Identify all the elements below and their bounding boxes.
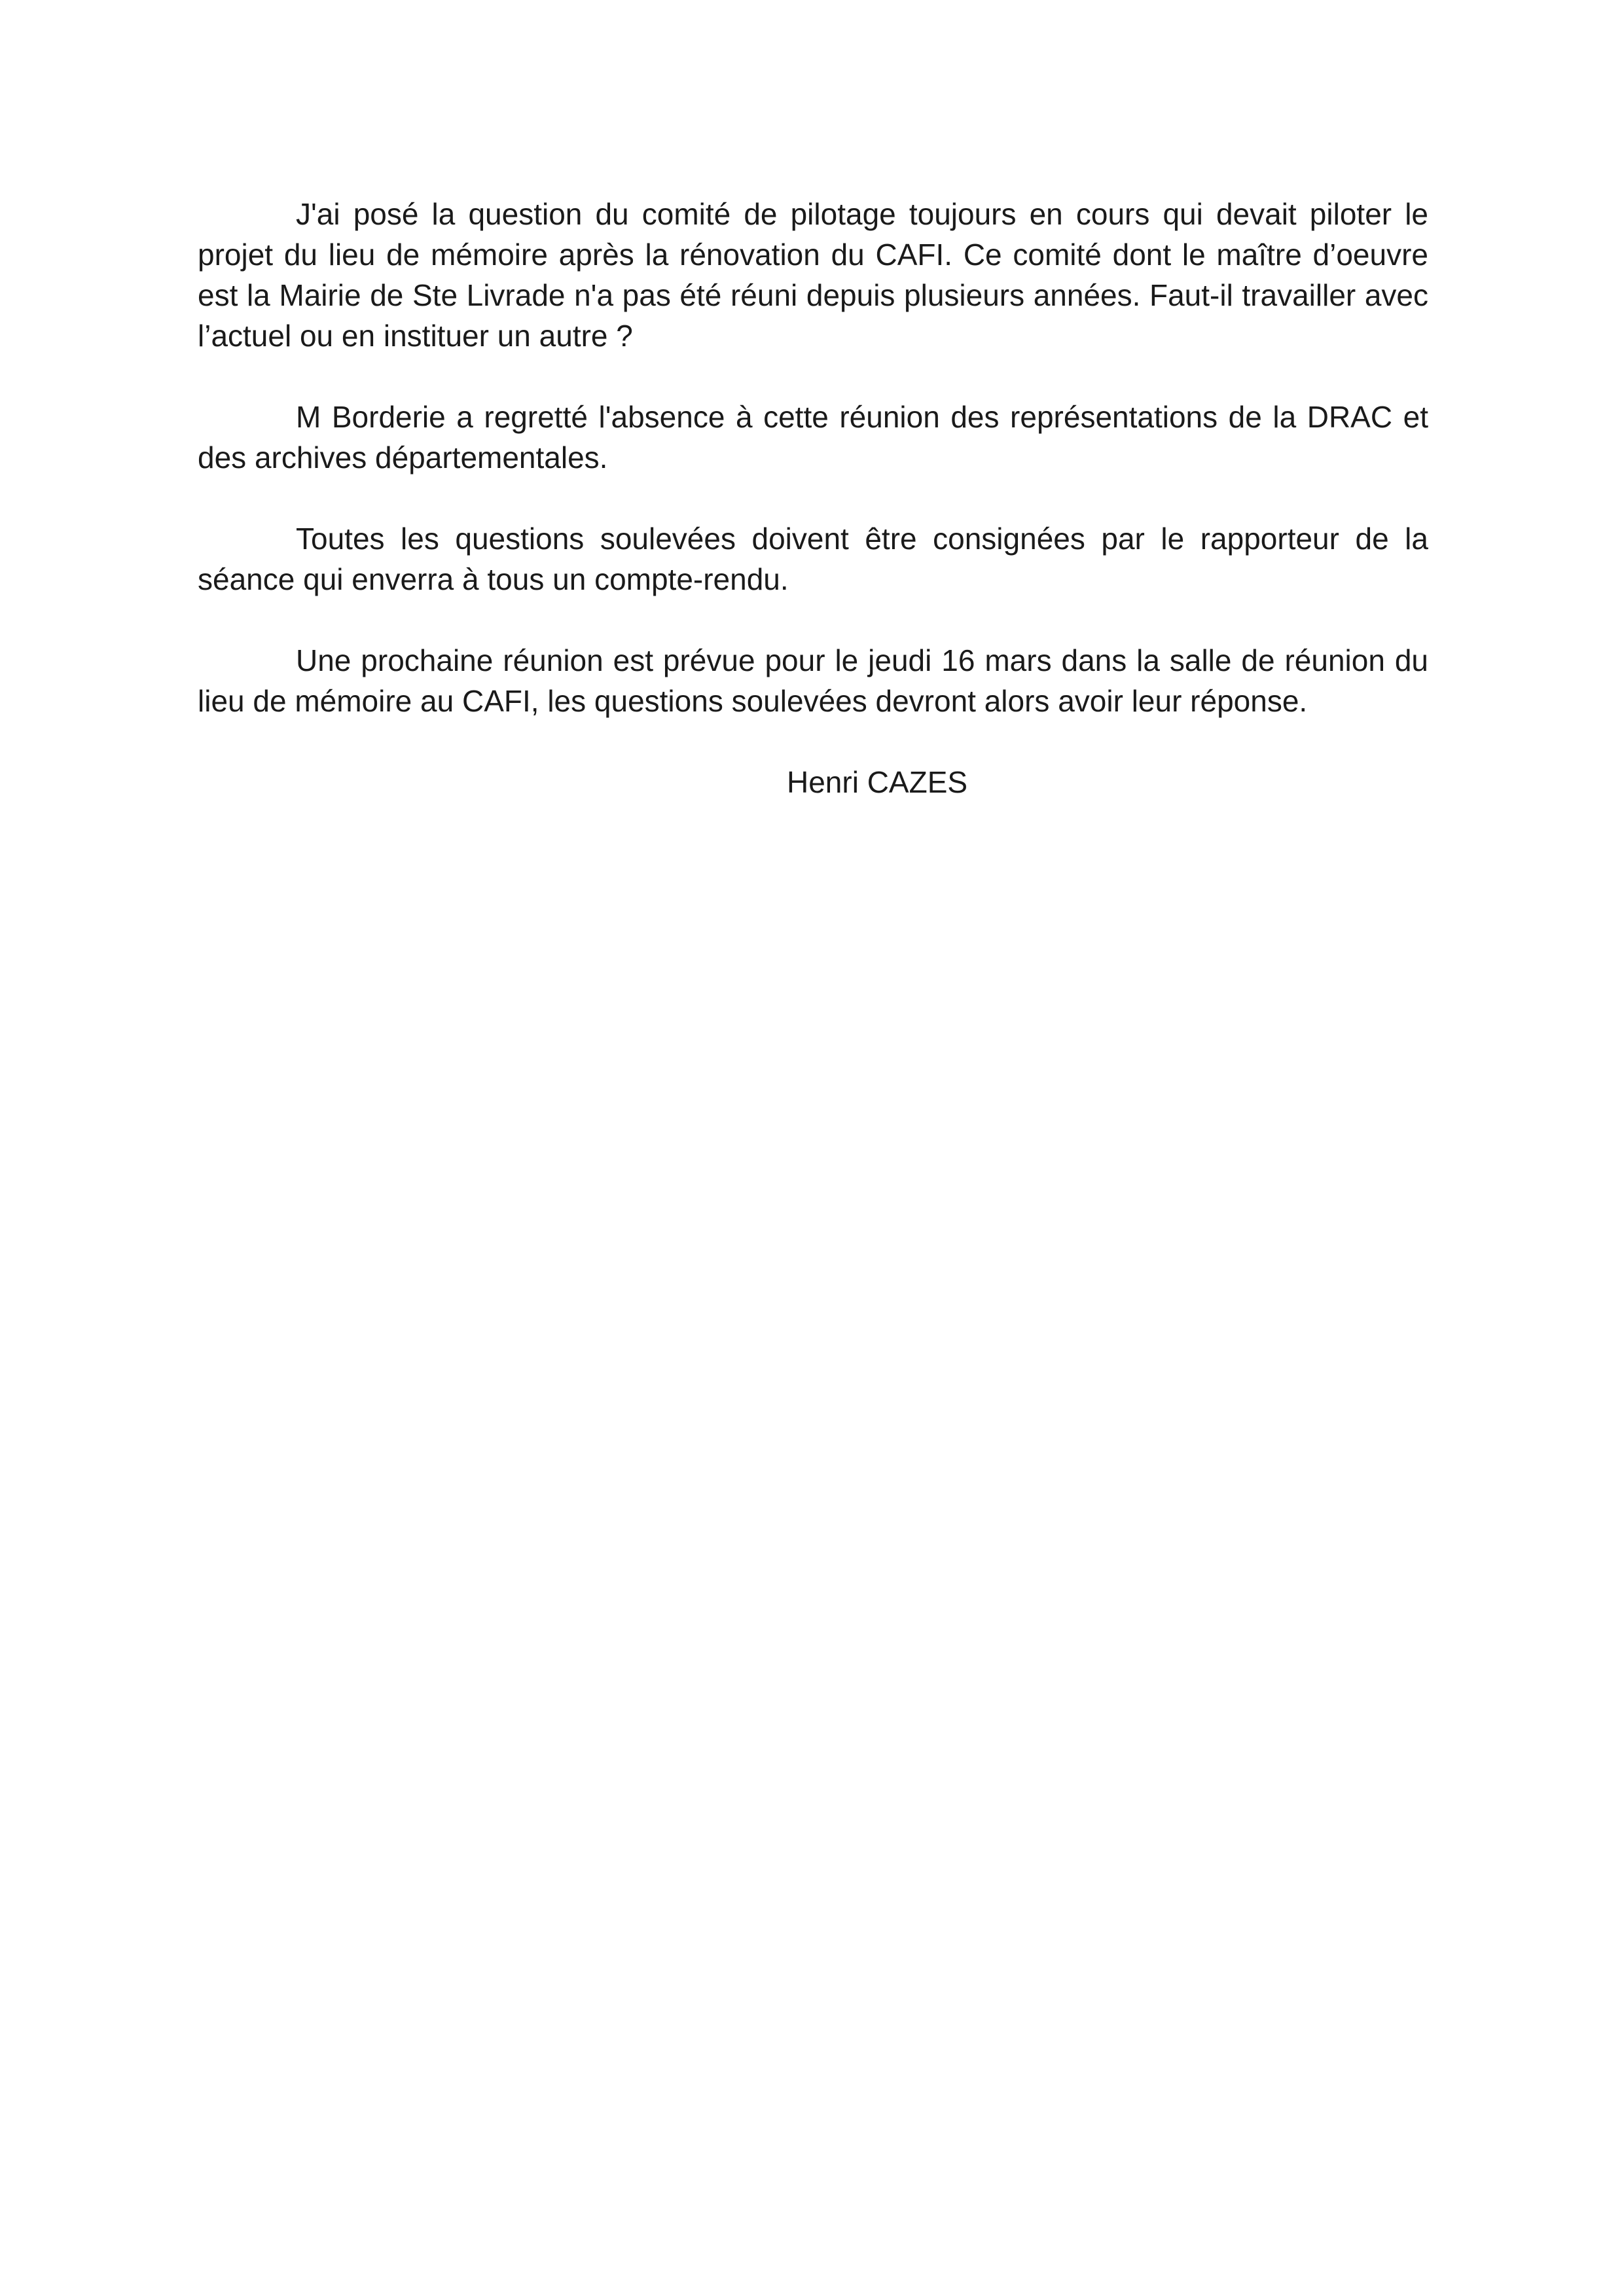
paragraph-questions-report: Toutes les questions soulevées doivent être consignées par le rapporteur de la séance qui enverra à tous un compte-rendu. [198,522,1428,596]
signature: Henri CAZES [787,765,968,799]
paragraph-next-meeting: Une prochaine réunion est prévue pour le jeudi 16 mars dans la salle de réunion du lieu de mémoire au CAFI, les questions soulevées devront alors avoir leur réponse. [198,643,1428,718]
document-body [198,194,1428,802]
paragraph-steering-committee: J'ai posé la question du comité de pilotage toujours en cours qui devait piloter le projet du lieu de mémoire après la rénovation du CAFI. Ce comité dont le maître d’oeuvre est la Mairie de Ste Livrade n'a pas été réuni depuis plusieurs années. Faut-il travailler avec l’actuel ou en instituer un autre ? [198,197,1428,353]
paragraph-absence-regret: M Borderie a regretté l'absence à cette réunion des représentations de la DRAC et des archives départementales. [198,400,1428,475]
